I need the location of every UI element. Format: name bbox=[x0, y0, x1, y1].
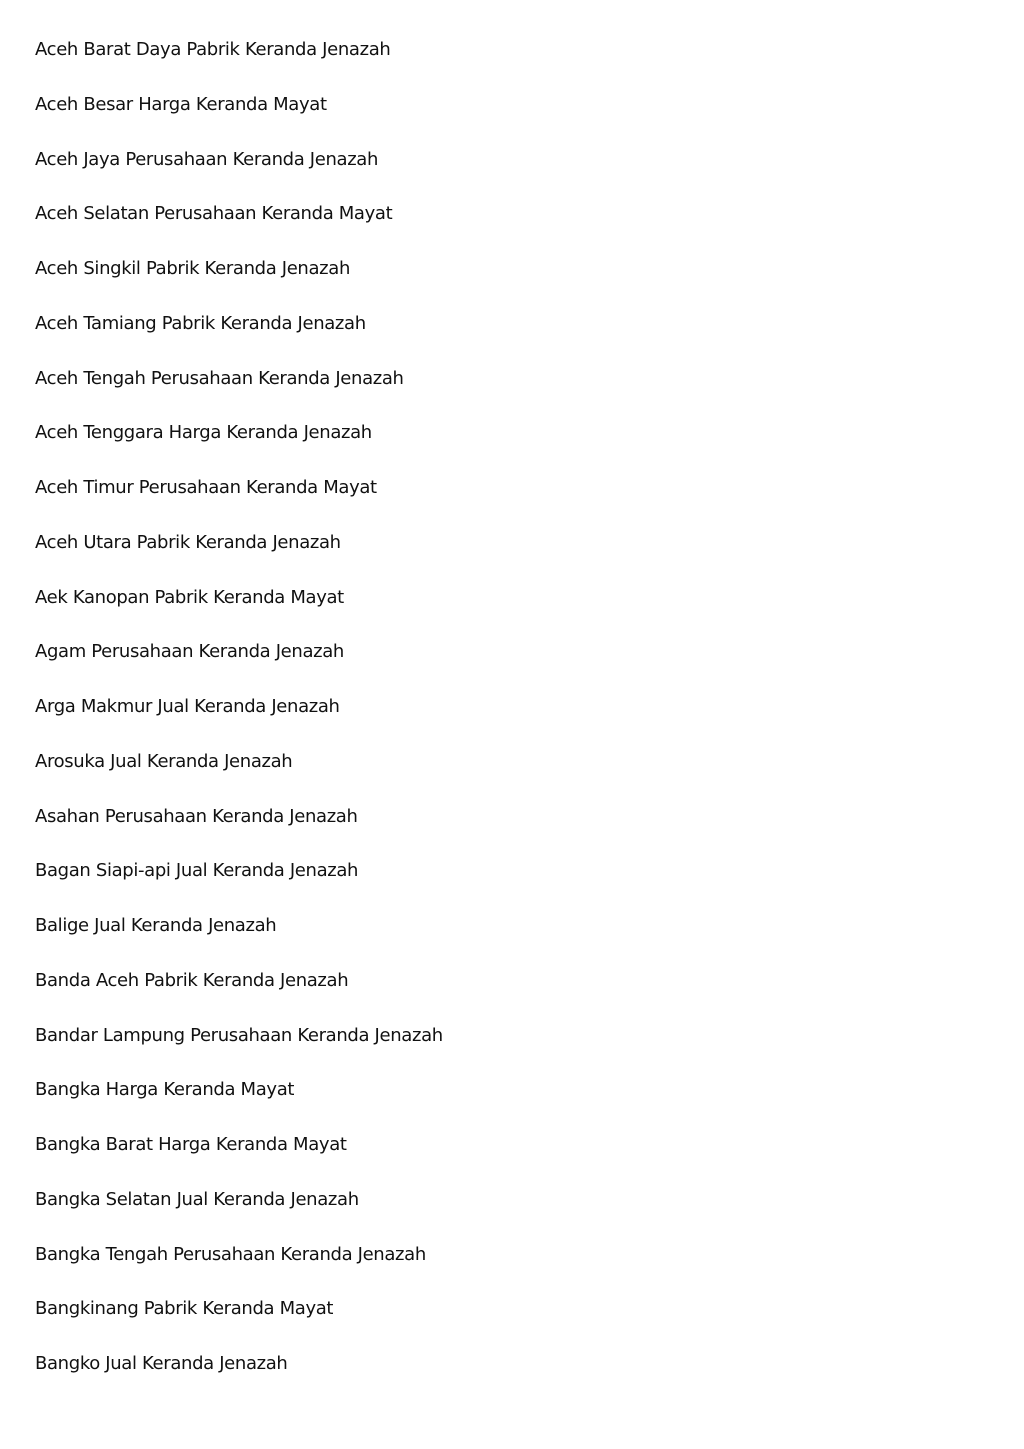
list-item: Aceh Selatan Perusahaan Keranda Mayat bbox=[35, 203, 393, 225]
list-item: Aceh Besar Harga Keranda Mayat bbox=[35, 93, 327, 115]
document-page bbox=[35, 36, 985, 1405]
list-item: Bangkinang Pabrik Keranda Mayat bbox=[35, 1298, 334, 1320]
list-item: Bandar Lampung Perusahaan Keranda Jenazah bbox=[35, 1024, 443, 1046]
list-item: Asahan Perusahaan Keranda Jenazah bbox=[35, 805, 358, 827]
list-item: Bangka Tengah Perusahaan Keranda Jenazah bbox=[35, 1243, 426, 1265]
list-item: Balige Jual Keranda Jenazah bbox=[35, 915, 277, 936]
list-item: Banda Aceh Pabrik Keranda Jenazah bbox=[35, 969, 349, 991]
list-item: Aceh Singkil Pabrik Keranda Jenazah bbox=[35, 258, 351, 279]
list-item: Aceh Jaya Perusahaan Keranda Jenazah bbox=[35, 148, 379, 170]
list-item: Aceh Tamiang Pabrik Keranda Jenazah bbox=[35, 312, 366, 334]
list-item: Arosuka Jual Keranda Jenazah bbox=[35, 750, 293, 772]
list-item: Arga Makmur Jual Keranda Jenazah bbox=[35, 696, 340, 717]
list-item: Aceh Tenggara Harga Keranda Jenazah bbox=[35, 422, 372, 444]
list-item: Aceh Utara Pabrik Keranda Jenazah bbox=[35, 531, 341, 553]
list-item: Aceh Tengah Perusahaan Keranda Jenazah bbox=[35, 367, 404, 389]
list-item: Aek Kanopan Pabrik Keranda Mayat bbox=[35, 586, 344, 608]
list-item: Bangka Harga Keranda Mayat bbox=[35, 1079, 295, 1101]
list-item: Aceh Timur Perusahaan Keranda Mayat bbox=[35, 477, 377, 498]
list-item: Agam Perusahaan Keranda Jenazah bbox=[35, 641, 344, 663]
list-item: Aceh Barat Daya Pabrik Keranda Jenazah bbox=[35, 39, 391, 60]
list-item: Bagan Siapi-api Jual Keranda Jenazah bbox=[35, 860, 359, 882]
entry-list bbox=[35, 36, 985, 1405]
list-item: Bangka Barat Harga Keranda Mayat bbox=[35, 1134, 347, 1155]
list-item: Bangka Selatan Jual Keranda Jenazah bbox=[35, 1188, 359, 1210]
list-item: Bangko Jual Keranda Jenazah bbox=[35, 1353, 288, 1374]
